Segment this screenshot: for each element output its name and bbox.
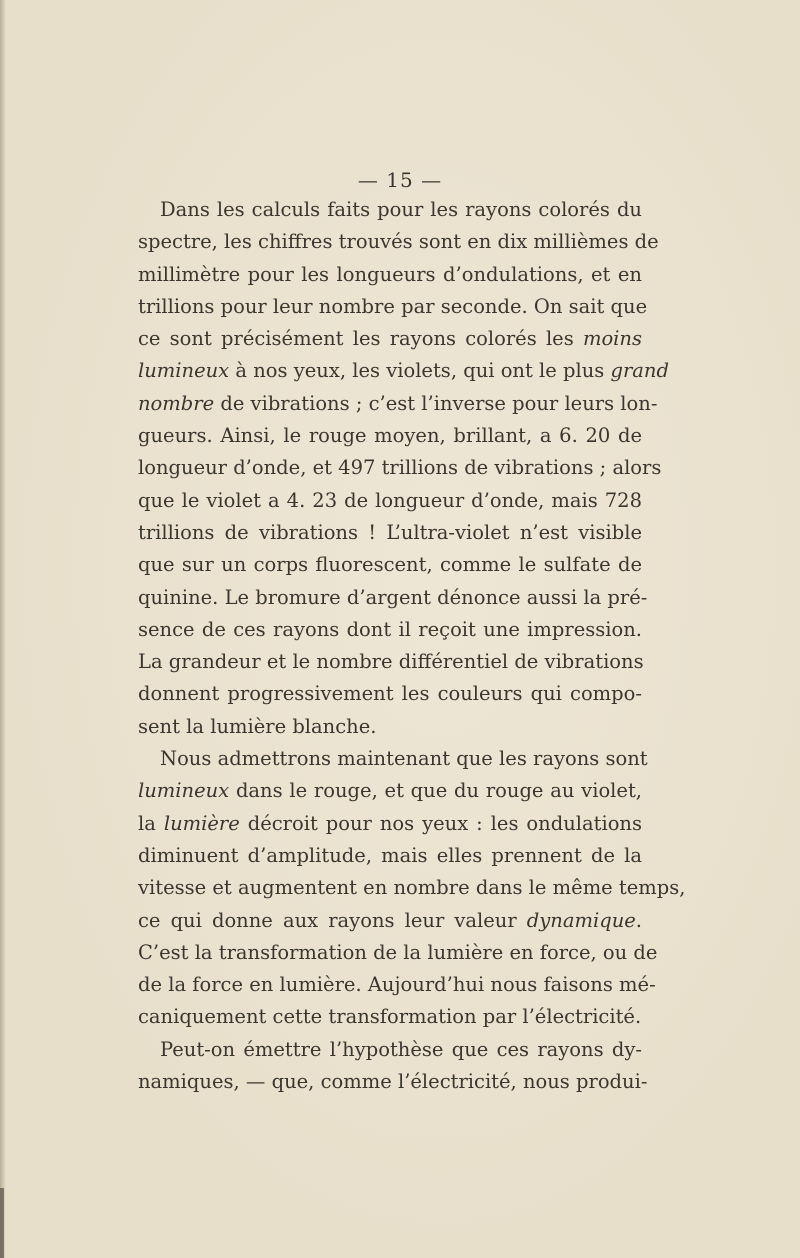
text-line: Nous admettrons maintenant que les rayons sont bbox=[160, 747, 648, 771]
text-line: lumineux à nos yeux, les violets, qui ont le plus grand bbox=[138, 359, 669, 383]
text-line: longueur d’onde, et 497 trillions de vibrations ; alors bbox=[138, 456, 662, 480]
text-line: Peut-on émettre l’hypothèse que ces rayons dy- bbox=[160, 1037, 642, 1061]
text-line: ce qui donne aux rayons leur valeur dynamique. bbox=[138, 908, 642, 932]
text-line: gueurs. Ainsi, le rouge moyen, brillant, a 6. 20 de bbox=[138, 424, 642, 448]
text-line: spectre, les chiffres trouvés sont en dix millièmes de bbox=[138, 230, 659, 254]
body-text bbox=[138, 194, 686, 1098]
text-line: que le violet a 4. 23 de longueur d’onde, mais 728 bbox=[138, 488, 642, 512]
text-line: la lumière décroit pour nos yeux : les ondulations bbox=[138, 811, 642, 835]
text-line: nombre de vibrations ; c’est l’inverse pour leurs lon- bbox=[138, 391, 658, 415]
text-line: donnent progressivement les couleurs qui compo- bbox=[138, 682, 642, 706]
text-line: de la force en lumière. Aujourd’hui nous faisons mé- bbox=[138, 973, 656, 997]
text-line: ce sont précisément les rayons colorés les moins bbox=[138, 327, 642, 351]
text-line: lumineux dans le rouge, et que du rouge au violet, bbox=[138, 779, 642, 803]
text-line: sence de ces rayons dont il reçoit une impression. bbox=[138, 617, 642, 641]
text-line: vitesse et augmentent en nombre dans le même temps, bbox=[138, 876, 686, 900]
text-line: La grandeur et le nombre différentiel de vibrations bbox=[138, 650, 644, 674]
text-line: que sur un corps fluorescent, comme le sulfate de bbox=[138, 553, 642, 577]
text-line: trillions de vibrations ! L’ultra-violet n’est visible bbox=[138, 520, 642, 544]
text-line: Dans les calculs faits pour les rayons colorés du bbox=[160, 198, 642, 221]
text-line: millimètre pour les longueurs d’ondulations, et en bbox=[138, 262, 642, 286]
text-line: diminuent d’amplitude, mais elles prennent de la bbox=[138, 843, 642, 867]
text-line: sent la lumière blanche. bbox=[138, 714, 377, 738]
text-line: C’est la transformation de la lumière en force, ou de bbox=[138, 940, 658, 964]
text-line: trillions pour leur nombre par seconde. On sait que bbox=[138, 294, 648, 318]
text-line: quinine. Le bromure d’argent dénonce aussi la pré- bbox=[138, 585, 648, 609]
page-edge-mark bbox=[0, 1188, 4, 1258]
text-line: caniquement cette transformation par l’électricité. bbox=[138, 1005, 642, 1029]
text-line: namiques, — que, comme l’électricité, nous produi- bbox=[138, 1070, 648, 1094]
page-number: — 15 — bbox=[357, 168, 443, 192]
